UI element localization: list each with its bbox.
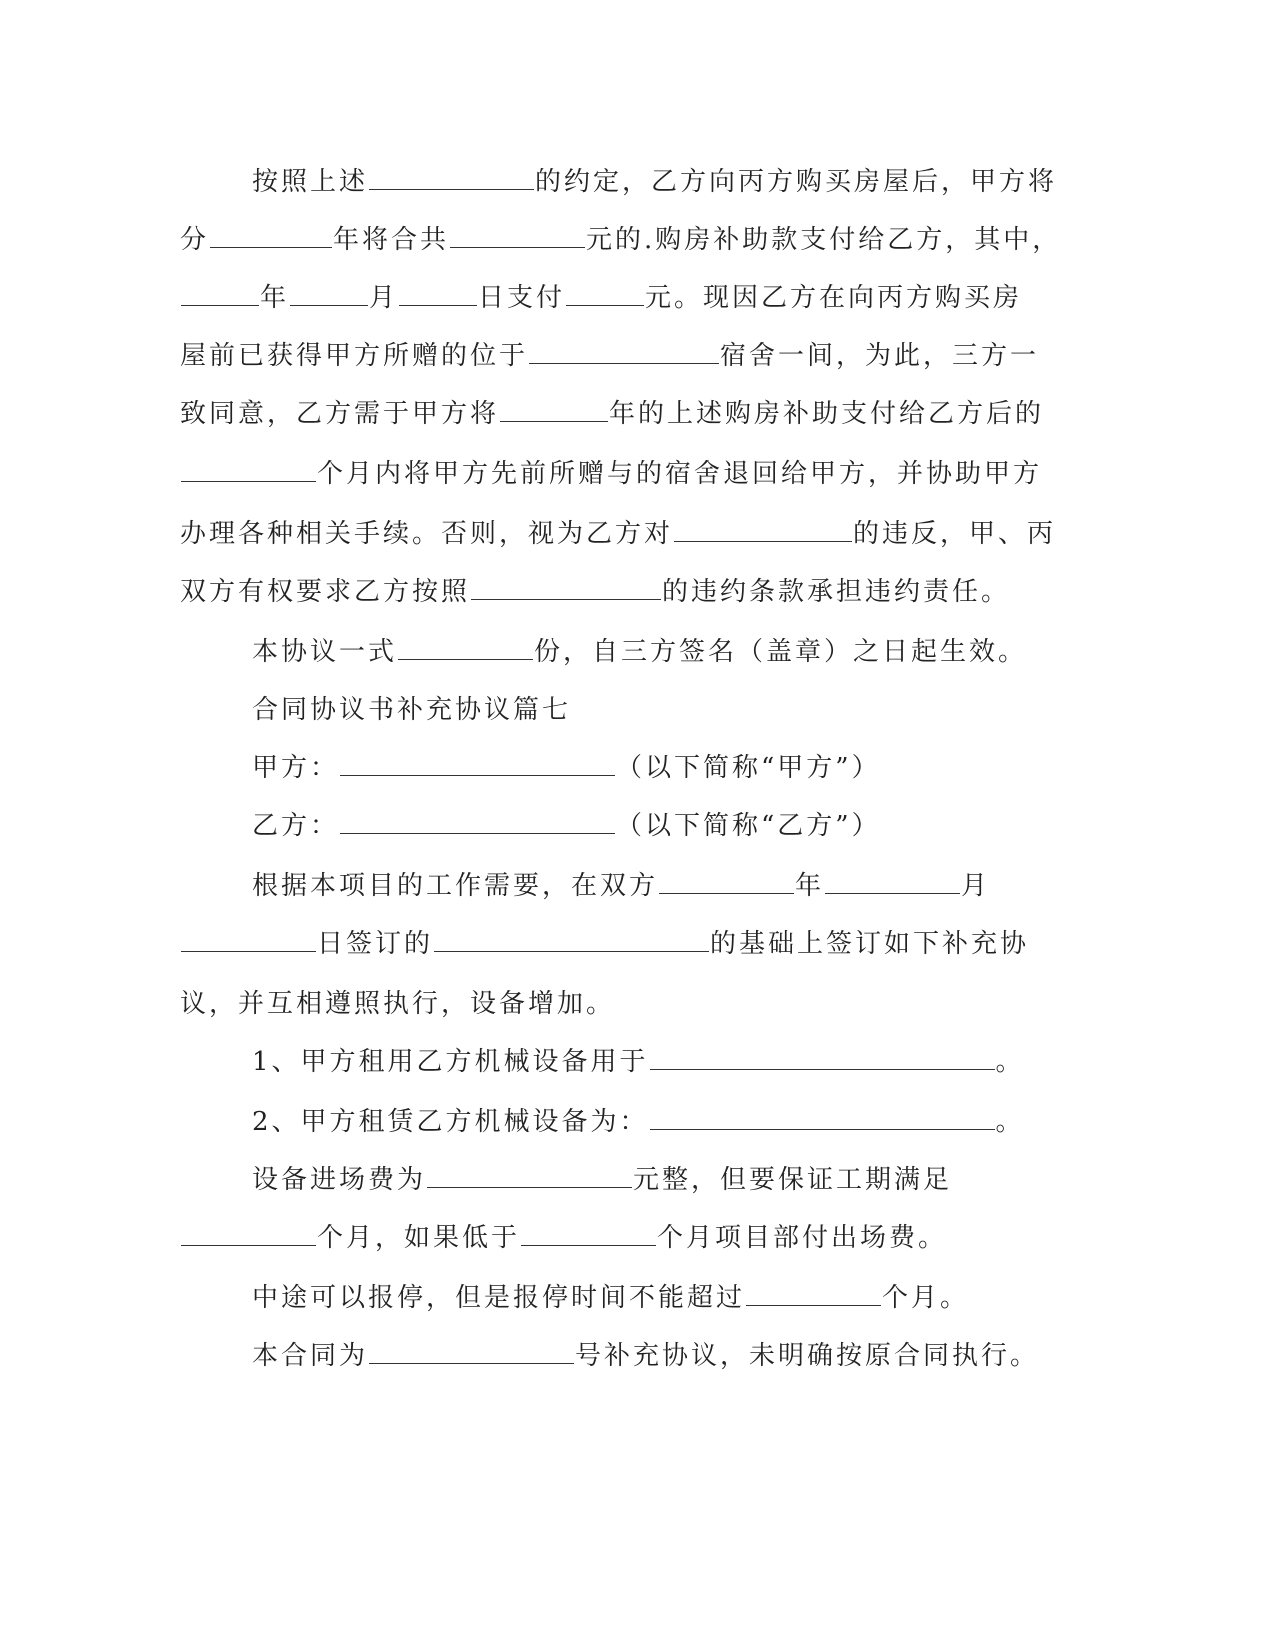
text-segment: 年	[795, 871, 825, 901]
fill-in-blank[interactable]	[398, 632, 533, 660]
paragraph-line	[252, 632, 1027, 672]
fill-in-blank[interactable]	[181, 1218, 316, 1246]
fill-in-blank[interactable]	[181, 278, 259, 306]
text-segment: 份，自三方签名（盖章）之日起生效。	[534, 637, 1028, 667]
paragraph-line	[252, 866, 990, 906]
paragraph-line	[252, 1336, 1039, 1376]
paragraph-line	[180, 220, 1061, 260]
fill-in-blank[interactable]	[471, 572, 661, 600]
text-segment: 1、甲方租用乙方机械设备用于	[252, 1047, 649, 1077]
paragraph-line	[252, 162, 1057, 202]
text-segment: 月	[369, 283, 399, 313]
text-segment: 屋前已获得甲方所赠的位于	[180, 341, 529, 371]
party-b-line	[252, 806, 881, 846]
text-segment: 年将合共	[333, 225, 450, 255]
text-segment: 乙方：	[252, 811, 340, 841]
fill-in-blank[interactable]	[650, 1042, 995, 1070]
fill-in-blank[interactable]	[825, 866, 960, 894]
fill-in-blank[interactable]	[500, 394, 608, 422]
text-segment: 合同协议书补充协议篇七	[252, 695, 572, 725]
text-segment: 个月项目部付出场费。	[657, 1223, 948, 1253]
text-segment: 宿舍一间，为此，三方一	[720, 341, 1040, 371]
fill-in-blank[interactable]	[450, 220, 585, 248]
text-segment: 日支付	[478, 283, 566, 313]
text-segment: 双方有权要求乙方按照	[180, 577, 471, 607]
party-a-line	[252, 748, 881, 788]
text-segment: 2、甲方租赁乙方机械设备为：	[252, 1107, 649, 1137]
paragraph-line	[252, 1160, 952, 1200]
paragraph-line	[180, 572, 1010, 612]
fill-in-blank[interactable]	[434, 924, 709, 952]
paragraph-line	[180, 278, 1022, 318]
section-heading	[252, 690, 571, 730]
fill-in-blank[interactable]	[399, 278, 477, 306]
text-segment: 的违约条款承担违约责任。	[662, 577, 1011, 607]
paragraph-line	[180, 394, 1044, 434]
text-segment: 元。现因乙方在向丙方购买房	[645, 283, 1023, 313]
text-segment: 年的上述购房补助支付给乙方后的	[609, 399, 1045, 429]
text-segment: 致同意，乙方需于甲方将	[180, 399, 500, 429]
party-b-name-blank[interactable]	[340, 806, 615, 834]
text-segment: 号补充协议，未明确按原合同执行。	[575, 1341, 1040, 1371]
paragraph-line	[180, 336, 1039, 376]
fill-in-blank[interactable]	[181, 454, 316, 482]
paragraph-line	[180, 1218, 947, 1258]
fill-in-blank[interactable]	[369, 162, 534, 190]
paragraph-line	[180, 984, 615, 1024]
fill-in-blank[interactable]	[746, 1278, 881, 1306]
text-segment: 。	[995, 1047, 1025, 1077]
fill-in-blank[interactable]	[427, 1160, 632, 1188]
text-segment: 元整，但要保证工期满足	[633, 1165, 953, 1195]
paragraph-line	[180, 454, 1042, 494]
text-segment: 的基础上签订如下补充协	[710, 929, 1030, 959]
text-segment: 年	[260, 283, 290, 313]
text-segment: 议，并互相遵照执行，设备增加。	[180, 989, 616, 1019]
fill-in-blank[interactable]	[290, 278, 368, 306]
text-segment: （以下简称“乙方”）	[616, 811, 881, 841]
text-segment: 元的.购房补助款支付给乙方，其中，	[586, 225, 1062, 255]
text-segment: 月	[961, 871, 991, 901]
paragraph-line	[180, 924, 1029, 964]
text-segment: 办理各种相关手续。否则，视为乙方对	[180, 519, 674, 549]
text-segment: 个月内将甲方先前所赠与的宿舍退回给甲方，并协助甲方	[317, 459, 1043, 489]
fill-in-blank[interactable]	[659, 866, 794, 894]
text-segment: 按照上述	[252, 167, 369, 197]
text-segment: （以下简称“甲方”）	[616, 753, 881, 783]
text-segment: 个月，如果低于	[317, 1223, 521, 1253]
text-segment: 个月。	[882, 1283, 970, 1313]
fill-in-blank[interactable]	[369, 1336, 574, 1364]
text-segment: 根据本项目的工作需要，在双方	[252, 871, 659, 901]
fill-in-blank[interactable]	[529, 336, 719, 364]
fill-in-blank[interactable]	[521, 1218, 656, 1246]
text-segment: 分	[180, 225, 210, 255]
paragraph-line	[180, 514, 1056, 554]
fill-in-blank[interactable]	[674, 514, 852, 542]
party-a-name-blank[interactable]	[340, 748, 615, 776]
text-segment: 设备进场费为	[252, 1165, 427, 1195]
fill-in-blank[interactable]	[210, 220, 332, 248]
text-segment: 本合同为	[252, 1341, 369, 1371]
text-segment: 的约定，乙方向丙方购买房屋后，甲方将	[535, 167, 1058, 197]
clause-line	[252, 1042, 1025, 1082]
text-segment: 日签订的	[317, 929, 434, 959]
text-segment: 。	[995, 1107, 1025, 1137]
fill-in-blank[interactable]	[181, 924, 316, 952]
text-segment: 的违反，甲、丙	[853, 519, 1057, 549]
fill-in-blank[interactable]	[566, 278, 644, 306]
clause-line	[252, 1102, 1025, 1142]
paragraph-line	[252, 1278, 969, 1318]
fill-in-blank[interactable]	[650, 1102, 995, 1130]
text-segment: 本协议一式	[252, 637, 398, 667]
text-segment: 中途可以报停，但是报停时间不能超过	[252, 1283, 746, 1313]
text-segment: 甲方：	[252, 753, 340, 783]
